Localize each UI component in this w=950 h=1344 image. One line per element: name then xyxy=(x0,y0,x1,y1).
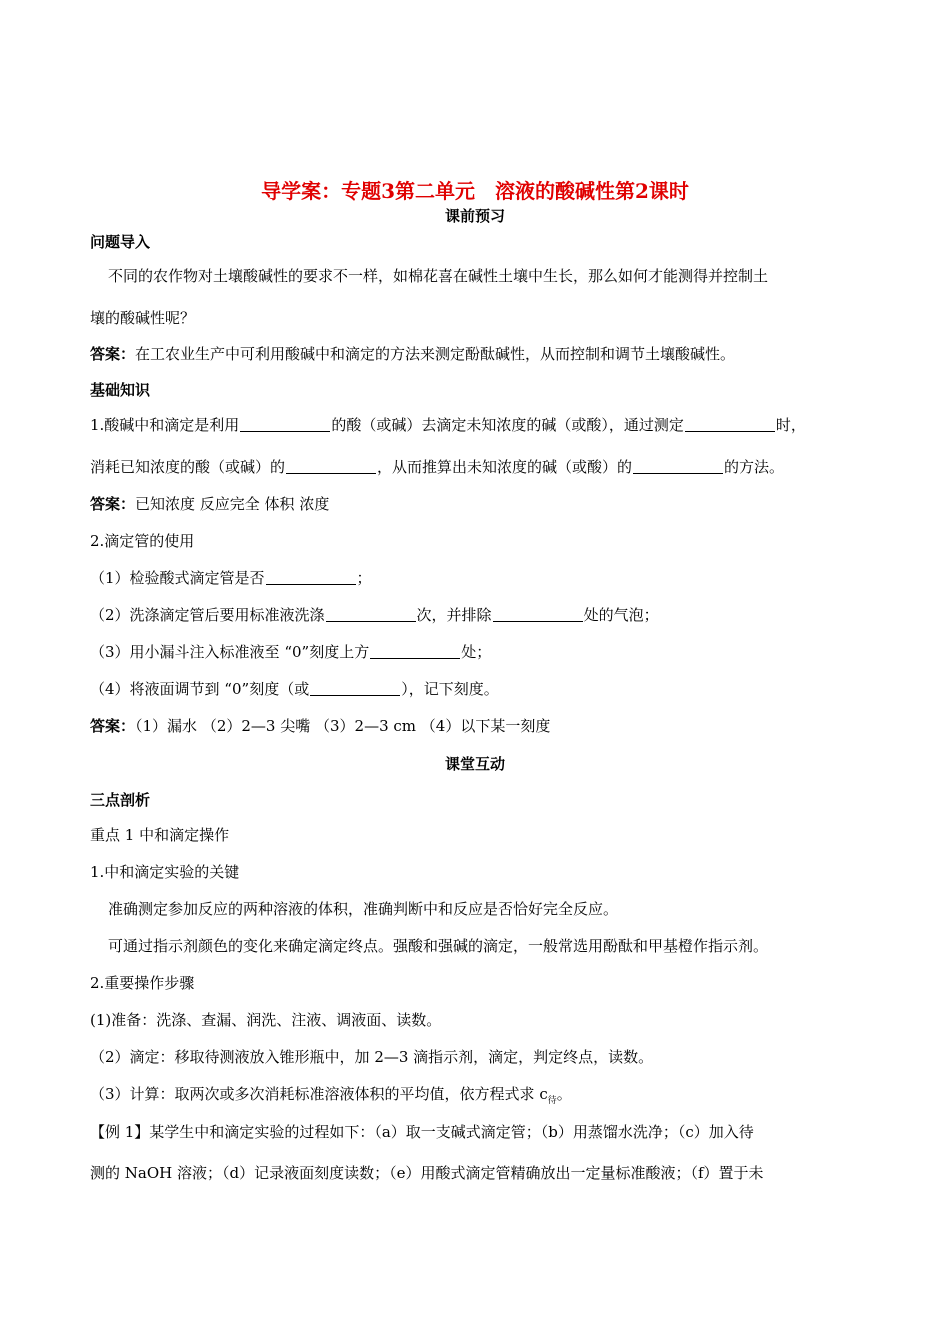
q2-1-text-b: ； xyxy=(356,569,372,587)
fill-blank xyxy=(685,416,775,432)
fill-blank xyxy=(286,458,376,474)
document-title: 导学案：专题3第二单元 溶液的酸碱性第2课时 xyxy=(261,179,689,203)
analysis-heading: 三点剖析 xyxy=(90,791,151,809)
step-1: (1)准备：洗涤、查漏、润洗、注液、调液面、读数。 xyxy=(90,1011,442,1029)
q1-text-f: 的方法。 xyxy=(724,458,785,476)
answer-text: 在工农业生产中可利用酸碱中和滴定的方法来测定酚酞碱性，从而控制和调节土壤酸碱性。 xyxy=(135,345,736,363)
problem-intro-heading: 问题导入 xyxy=(90,233,151,251)
answer-text: （1）漏水 （2）2—3 尖嘴 （3）2—3 cm （4）以下某一刻度 xyxy=(135,717,551,735)
answer-label: 答案： xyxy=(90,495,136,513)
question-2-1 xyxy=(90,568,870,588)
fill-blank xyxy=(633,458,723,474)
fill-blank xyxy=(326,606,416,622)
step-3 xyxy=(90,1084,870,1111)
q2-2-text-a: （2）洗涤滴定管后要用标准液洗涤 xyxy=(90,606,325,624)
basic-knowledge-heading: 基础知识 xyxy=(90,381,151,399)
key-text-1: 准确测定参加反应的两种溶液的体积，准确判断中和反应是否恰好完全反应。 xyxy=(108,900,619,918)
example-1-line-1: 【例 1】某学生中和滴定实验的过程如下：（a）取一支碱式滴定管；（b）用蒸馏水洗净；（c）加入待 xyxy=(90,1123,754,1141)
q2-4-text-b: ），记下刻度。 xyxy=(401,680,499,698)
question-2-4 xyxy=(90,679,870,699)
problem-intro-text-2: 壤的酸碱性呢？ xyxy=(90,309,196,327)
step-3-text: （3）计算：取两次或多次消耗标准溶液体积的平均值，依方程式求 c xyxy=(90,1085,548,1103)
q2-2-text-c: 处的气泡； xyxy=(583,606,659,624)
q1-text-a: 1.酸碱中和滴定是利用 xyxy=(90,416,240,434)
fill-blank xyxy=(493,606,583,622)
step-3-end: 。 xyxy=(556,1085,572,1103)
key-text-2: 可通过指示剂颜色的变化来确定滴定终点。强酸和强碱的滴定，一般常选用酚酞和甲基橙作指示剂。 xyxy=(108,937,769,955)
question-1-line-1 xyxy=(90,415,870,435)
fill-blank xyxy=(370,643,460,659)
q2-4-text-a: （4）将液面调节到 “0”刻度（或 xyxy=(90,680,310,698)
q1-text-e: ，从而推算出未知浓度的碱（或酸）的 xyxy=(377,458,633,476)
fill-blank xyxy=(240,416,330,432)
answer-text: 已知浓度 反应完全 体积 浓度 xyxy=(135,495,330,513)
q1-text-c: 时， xyxy=(775,416,806,434)
question-2-3 xyxy=(90,642,870,662)
q1-text-d: 消耗已知浓度的酸（或碱）的 xyxy=(90,458,286,476)
question-2-2 xyxy=(90,605,870,625)
question-1-line-2 xyxy=(90,457,870,477)
problem-intro-answer xyxy=(90,344,870,364)
answer-label: 答案： xyxy=(90,717,136,735)
question-2: 2.滴定管的使用 xyxy=(90,532,195,550)
section-heading-class: 课堂互动 xyxy=(444,755,505,773)
q2-3-text-a: （3）用小漏斗注入标准液至 “0”刻度上方 xyxy=(90,643,370,661)
problem-intro-text-1: 不同的农作物对土壤酸碱性的要求不一样，如棉花喜在碱性土壤中生长，那么如何才能测得并控制土 xyxy=(108,267,769,285)
step-2: （2）滴定：移取待测液放入锥形瓶中，加 2—3 滴指示剂，滴定，判定终点，读数。 xyxy=(90,1048,654,1066)
section-heading-preview: 课前预习 xyxy=(444,207,505,225)
step-3-subscript: 待 xyxy=(547,1096,557,1106)
example-1-line-2: 测的 NaOH 溶液；（d）记录液面刻度读数；（e）用酸式滴定管精确放出一定量标准酸液；（f）置于未 xyxy=(90,1164,764,1182)
answer-1 xyxy=(90,494,870,514)
fill-blank xyxy=(310,680,400,696)
key-title: 1.中和滴定实验的关键 xyxy=(90,863,240,881)
fill-blank xyxy=(266,569,356,585)
answer-2 xyxy=(90,716,870,736)
steps-title: 2.重要操作步骤 xyxy=(90,974,195,992)
q1-text-b: 的酸（或碱）去滴定未知浓度的碱（或酸），通过测定 xyxy=(331,416,684,434)
point-1-heading: 重点 1 中和滴定操作 xyxy=(90,826,230,844)
answer-label: 答案： xyxy=(90,345,136,363)
q2-2-text-b: 次，并排除 xyxy=(416,606,492,624)
q2-1-text-a: （1）检验酸式滴定管是否 xyxy=(90,569,265,587)
q2-3-text-b: 处； xyxy=(461,643,492,661)
